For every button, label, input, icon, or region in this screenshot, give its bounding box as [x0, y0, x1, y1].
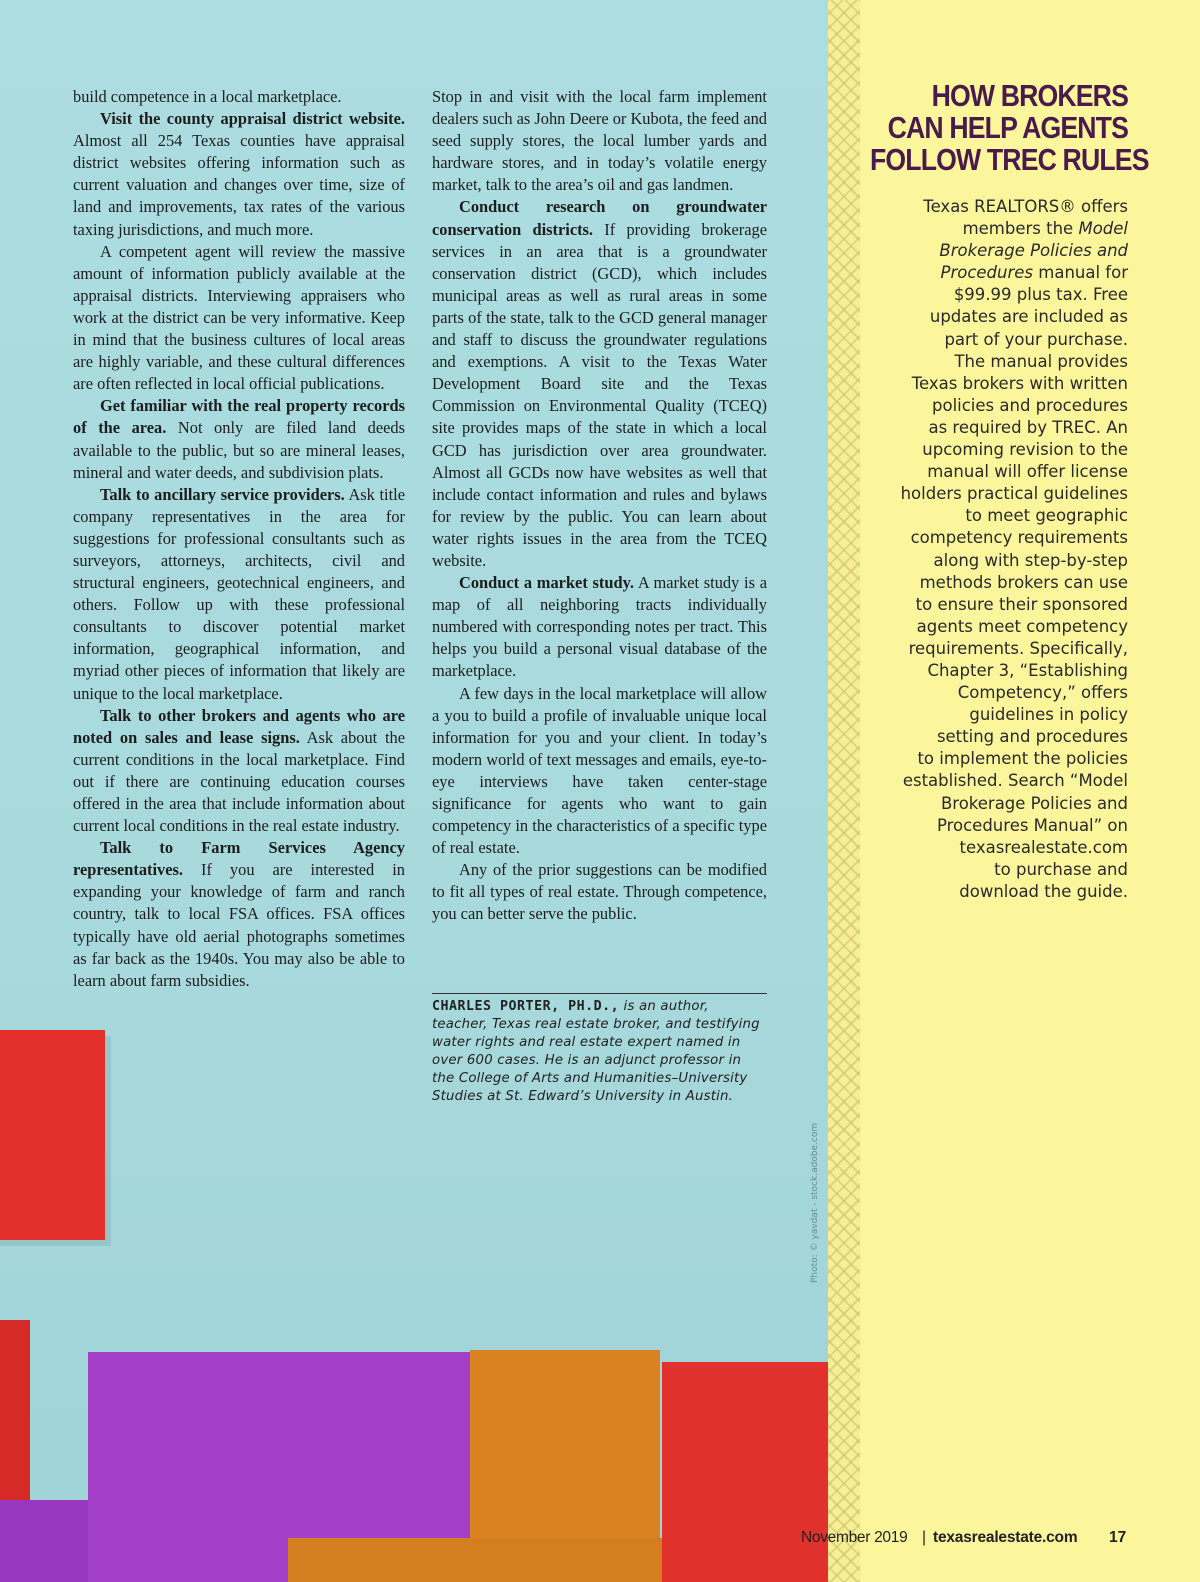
sidebar-body-line: Procedures Manual” on: [936, 815, 1128, 835]
sidebar-body-line: $99.99 plus tax. Free: [953, 285, 1128, 305]
red-wooden-block: [0, 1030, 105, 1240]
website-link[interactable]: texasrealestate.com: [933, 1529, 1078, 1546]
sidebar-body-line: Texas brokers with written: [911, 373, 1128, 393]
paragraph: Any of the prior suggestions can be modified to fit all types of real estate. Through competence, you can better serve the public.: [432, 860, 767, 924]
zigzag-divider: [828, 0, 860, 1582]
bio-divider: [432, 993, 767, 994]
sidebar-body-line: The manual provides: [954, 351, 1128, 371]
paragraph: Conduct research on groundwater conservation districts. If providing brokerage services in an area that is a groundwater conservation district (GCD), which includes municipal areas as well as rural areas in some parts of the state, talk to the GCD general manager and staff to discuss the groundwater regulations and exemptions. A visit to the Texas Water Development Board site and the Texas Commission on Environmental Quality (TCEQ) site provides maps of the state in which a local GCD has jurisdiction over area groundwater. Almost all GCDs now have websites as well that include contact information and rules and bylaws for review by the public. You can learn about water rights issues in the area from the TCEQ website.: [432, 197, 767, 570]
paragraph: Stop in and visit with the local farm implement dealers such as John Deere or Kubota, the feed and seed supply stores, the local lumber yards and hardware stores, and in today’s volatile energy market, talk to the area’s oil and gas landmen.: [432, 87, 767, 195]
orange-wooden-block: [470, 1350, 660, 1540]
sidebar-body-line: competency requirements: [910, 528, 1128, 548]
sidebar-body-line: requirements. Specifically,: [908, 638, 1128, 658]
lead-in: Conduct research on groundwater conservation districts.: [432, 197, 767, 239]
lead-in: Conduct a market study.: [459, 573, 634, 593]
sidebar-body-line: to meet geographic: [965, 506, 1128, 526]
article-column-2: [432, 86, 767, 926]
sidebar-body-line: to ensure their sponsored: [915, 594, 1128, 614]
sidebar-body-line: texasrealestate.com: [959, 837, 1128, 857]
sidebar-body-line: established. Search “Model: [902, 771, 1128, 791]
author-bio-text: is an author, teacher, Texas real estate broker, and testifying water rights and real estate expert named in over 600 cases. He is an adjunct professor in the College of Arts and Humanities–University Studies at St. Edward’s University in Austin.: [432, 999, 760, 1104]
sidebar-body-line: [858, 240, 1128, 262]
sidebar-body-line: manual will offer license: [927, 462, 1128, 482]
paragraph: Talk to ancillary service providers. Ask title company representatives in the area for suggestions for professional consultants such as surveyors, attorneys, architects, civil and structural engineers, geotechnical engineers, and others. Follow up with these professional consultants to discover potential market information, geographical information, and myriad other pieces of information that likely are unique to the local marketplace.: [73, 484, 405, 703]
sidebar-body-line: methods brokers can use: [919, 572, 1128, 592]
sidebar-body-line: setting and procedures: [936, 727, 1128, 747]
paragraph: Visit the county appraisal district website. Almost all 254 Texas counties have appraisal district websites offering information such as current valuation and changes over time, size of land and improvements, tax rates of the various taxing jurisdictions, and much more.: [73, 109, 405, 239]
footer-separator: |: [921, 1529, 927, 1546]
sidebar-title-line: CAN HELP AGENTS: [887, 110, 1128, 145]
paragraph: Conduct a market study. A market study is a map of all neighboring tracts individually numbered with corresponding notes per tract. This helps you build a personal visual database of the marketplace.: [432, 573, 768, 681]
author-bio: [432, 998, 767, 1106]
lead-in: Talk to Farm Services Agency representatives.: [73, 838, 405, 880]
sidebar-body-line: to implement the policies: [917, 749, 1128, 769]
sidebar-body-line: members the Model: [962, 219, 1128, 239]
manual-title: Model: [1078, 219, 1128, 239]
lead-in: Talk to ancillary service providers.: [100, 484, 345, 504]
manual-title: Brokerage Policies and: [939, 241, 1128, 261]
page-number: 17: [1109, 1529, 1127, 1546]
sidebar-title: [870, 78, 1149, 177]
article-column-1: [73, 86, 405, 992]
sidebar-body-line: Brokerage Policies and: [940, 793, 1128, 813]
sidebar-body-line: guidelines in policy: [969, 705, 1128, 725]
paragraph: Get familiar with the real property records of the area. Not only are filed land deeds available to the public, but so are mineral leases, mineral and water deeds, and subdivision plats.: [73, 396, 405, 482]
sidebar-body-line: along with step-by-step: [933, 550, 1128, 570]
author-name: CHARLES PORTER, PH.D.,: [432, 999, 620, 1014]
sidebar-body-line: upcoming revision to the: [922, 440, 1128, 460]
manual-title: Procedures: [940, 263, 1034, 283]
sidebar-body-line: policies and procedures: [932, 395, 1128, 415]
sidebar-body-line: Competency,” offers: [957, 683, 1128, 703]
paragraph: Talk to other brokers and agents who are noted on sales and lease signs. Ask about the current conditions in the local marketplace. Find out if there are continuing education courses offered in the area that include information about current local conditions in the real estate industry.: [73, 705, 405, 836]
sidebar-body-line: updates are included as: [929, 307, 1128, 327]
orange-wooden-block-bottom: [288, 1538, 668, 1582]
sidebar-body-line: to purchase and: [994, 859, 1128, 879]
paragraph: build competence in a local marketplace.: [73, 87, 342, 106]
paragraph: A few days in the local marketplace will allow a you to build a profile of invaluable unique local information for you and your client. In today’s modern world of text messages and emails, eye-to-eye interviews have taken center-stage significance for agents who want to gain competency in the characteristics of a specific type of real estate.: [432, 683, 767, 858]
sidebar-title-line: FOLLOW TREC RULES: [870, 142, 1149, 177]
lead-in: Talk to other brokers and agents who are noted on sales and lease signs.: [73, 705, 405, 747]
sidebar-body-line: Chapter 3, “Establishing: [927, 660, 1128, 680]
sidebar-body-line: download the guide.: [959, 881, 1128, 901]
photo-credit: Photo: © yavdat - stock.adobe.com: [810, 1122, 820, 1283]
paragraph: A competent agent will review the massive amount of information publicly available at the appraisal districts. Interviewing appraisers who work at the district can be very informative. Keep in mind that the business cultures of local areas are highly variable, and these cultural differences are often reflected in local official publications.: [73, 241, 405, 394]
red-wooden-block-right: [662, 1362, 830, 1582]
sidebar-body-line: holders practical guidelines: [900, 484, 1128, 504]
sidebar-body-line: Texas REALTORS® offers: [923, 197, 1128, 216]
lead-in: Visit the county appraisal district website.: [100, 109, 405, 129]
sidebar-body: [858, 196, 1128, 903]
paragraph: Talk to Farm Services Agency representatives. If you are interested in expanding your knowledge of farm and ranch country, talk to local FSA offices. FSA offices typically have old aerial photographs sometimes as far back as the 1940s. You may also be able to learn about farm subsidies.: [73, 838, 405, 990]
red-wooden-block-edge: [0, 1320, 30, 1520]
lead-in: Get familiar with the real property records of the area.: [73, 396, 405, 438]
sidebar-body-line: as required by TREC. An: [928, 417, 1128, 437]
sidebar-title-line: HOW BROKERS: [931, 78, 1128, 113]
sidebar-body-line: agents meet competency: [916, 616, 1128, 636]
sidebar-body-line: Procedures manual for: [940, 263, 1128, 283]
issue-date: November 2019: [801, 1529, 908, 1546]
sidebar-body-line: part of your purchase.: [944, 329, 1128, 349]
